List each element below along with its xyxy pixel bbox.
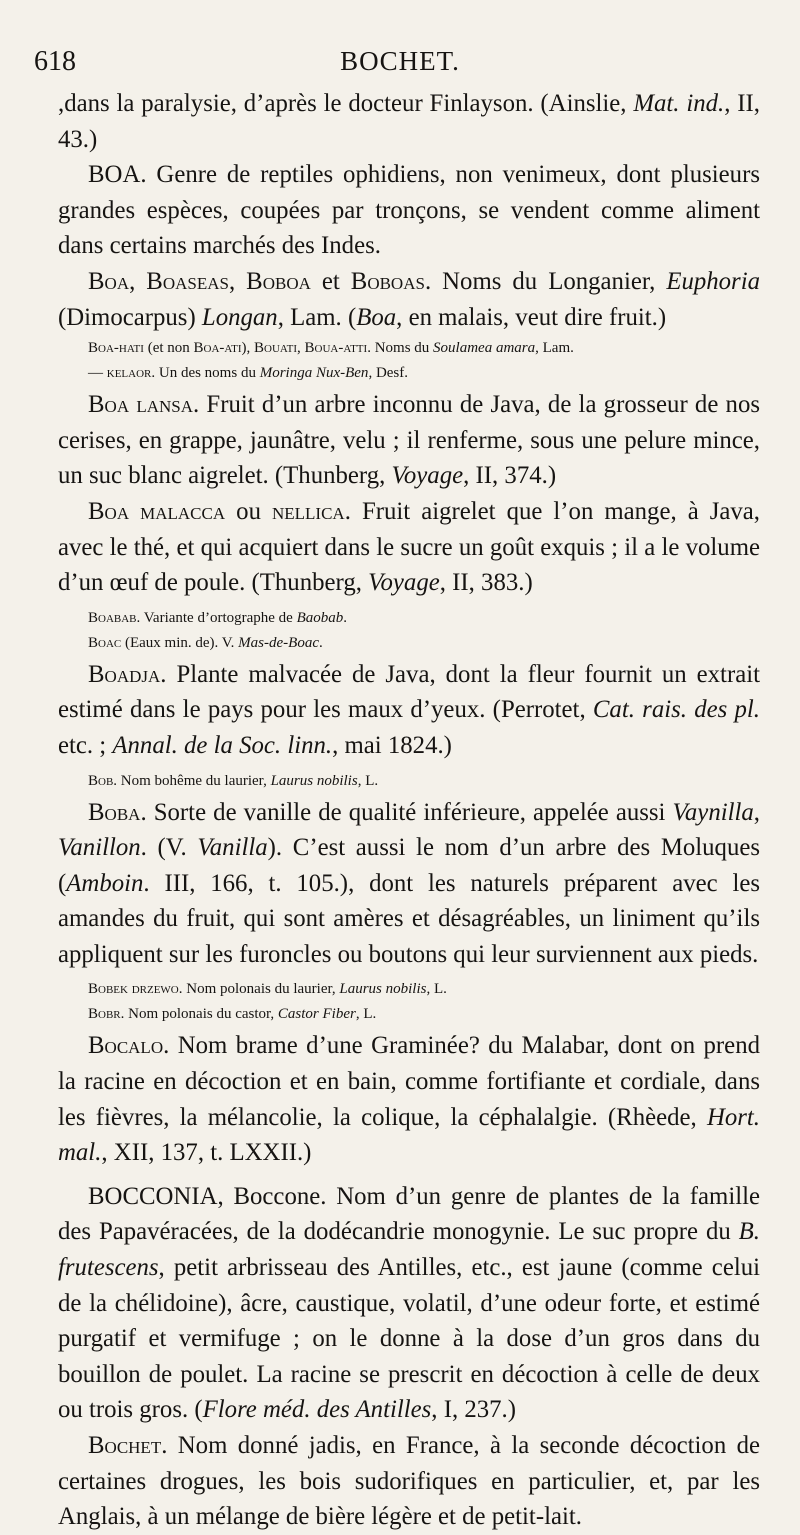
entry-boabab	[58, 607, 760, 630]
entry-bob	[58, 770, 760, 793]
entry-text: . Nom brame d’une Graminée? du Malabar, dont on prend la racine en décoction et en bain, comme fortifiante et cordiale, dans les fièvres, la mélancolie, la colique, la céphalalgie. (Rhèede,	[58, 1032, 760, 1131]
headword: Boa-ati	[193, 340, 242, 357]
italic-text: Vanilla	[197, 834, 268, 862]
entry-text: . Nom bohême du laurier,	[113, 772, 271, 789]
italic-text: Longan	[201, 303, 278, 331]
entry-text: .	[318, 634, 323, 651]
italic-text: Soulamea amara	[433, 340, 536, 357]
entry-boac	[58, 632, 760, 655]
entry-bochet	[58, 1428, 760, 1535]
italic-text: Annal. de la Soc. linn.	[112, 731, 333, 759]
dictionary-text	[58, 86, 760, 1535]
italic-text: Vaynilla	[672, 798, 754, 826]
entry-boa-malacca	[58, 494, 760, 601]
page-number: 618	[34, 46, 76, 77]
headword: Boua-atti	[304, 340, 368, 357]
entry-text: . (V.	[140, 834, 198, 862]
entry-text: et	[310, 267, 351, 295]
entry-text: . Noms du	[367, 340, 434, 357]
entry-text: , mai 1824.)	[332, 731, 452, 759]
entry-text: ). C’est aussi le nom d’un arbre des Moluques (	[58, 834, 761, 897]
headword: Bob	[88, 772, 114, 789]
entry-text: , en malais, veut dire fruit.)	[396, 303, 667, 331]
entry-bobek	[58, 978, 760, 1001]
entry-text: . Sorte de vanille de qualité inférieure, appelée aussi	[140, 798, 673, 826]
italic-text: B. frutescens	[58, 1218, 760, 1282]
headword: Bocalo	[88, 1032, 164, 1060]
entry-text: , II, 383.)	[439, 569, 533, 597]
entry-text: . Fruit d’un arbre inconnu de Java, de la grosseur de nos cerises, en grappe, jaunâtre, velu ; il renferme, sous une pelure mince, un suc blanc aigrelet. (Thunberg,	[58, 391, 761, 490]
italic-text: Mas-de-Boac	[238, 634, 319, 651]
entry-boadja	[58, 657, 760, 764]
entry-bobr	[58, 1003, 760, 1026]
entry-text: ,dans la paralysie, d’après le docteur Finlayson. (Ainslie,	[58, 90, 634, 117]
entry-boa	[58, 157, 760, 264]
entry-text: , L.	[355, 1006, 377, 1023]
headword: Boabab	[88, 609, 137, 626]
entry-text: . III, 166, t. 105.), dont les naturels préparent avec les amandes du fruit, qui sont amères et désagréables, un liniment qu’ils appliquent sur les furoncles ou boutons qui leur surviennent aux pieds.	[58, 869, 760, 968]
entry-text: —	[88, 365, 107, 382]
headword: Boac	[88, 634, 122, 651]
entry-text: . Variante d’ortographe de	[136, 609, 297, 626]
entry-text: (Dimocarpus)	[58, 303, 202, 331]
headword: Boboas	[350, 267, 425, 295]
entry-bocalo	[58, 1028, 760, 1170]
entry-text: , Desf.	[368, 365, 409, 382]
italic-text: Moringa Nux-Ben	[259, 365, 369, 382]
entry-text: , petit arbrisseau des Antilles, etc., est jaune (comme celui de la chélidoine), âcre, caustique, volatil, d’une odeur forte, et estimé purgatif et vermifuge ; on le donne à la dose d’un gros dans du bouillon de poulet. La racine se prescrit en décoction à celle de deux ou trois gros. (	[58, 1254, 760, 1424]
italic-text: Euphoria	[666, 267, 760, 295]
entry-text: . Un des noms du	[151, 365, 260, 382]
entry-text: , Lam.	[535, 340, 574, 357]
entry-text: . Noms du Longanier,	[424, 267, 667, 295]
italic-text: Laurus nobilis	[339, 981, 427, 998]
headword: Bobr	[88, 1006, 121, 1023]
headword: Bochet	[88, 1432, 162, 1459]
headword: Bobek drzewo	[88, 981, 179, 998]
headword: Boa, Boaseas, Boboa	[88, 267, 311, 295]
entry-text: . Nom polonais du laurier,	[178, 981, 340, 998]
entry-text: BOA. Genre de reptiles ophidiens, non venimeux, dont plusieurs grandes espèces, coupées par tronçons, se vendent comme aliment dans certains marchés des Indes.	[58, 161, 760, 260]
italic-text: Amboin	[66, 869, 144, 897]
headword: Boba	[88, 798, 141, 826]
entry-text: , XII, 137, t. LXXII.)	[101, 1139, 312, 1167]
entry-boa-lansa	[58, 387, 760, 494]
italic-text: Boa	[356, 303, 397, 331]
headword: kelaor	[106, 365, 152, 382]
entry-text: BOCCONIA, Boccone. Nom d’un genre de plantes de la famille des Papavéracées, de la dodécandrie monogynie. Le suc propre du	[58, 1182, 760, 1246]
italic-text: Mat. ind.	[633, 90, 725, 117]
entry-text: , II, 43.)	[58, 90, 760, 153]
entry-boa-boaseas	[58, 264, 760, 335]
entry-boba	[58, 795, 760, 973]
entry-text: , L.	[426, 981, 447, 998]
italic-text: Flore méd. des Antilles	[202, 1396, 432, 1424]
entry-paralysie	[58, 86, 760, 157]
page-header	[34, 46, 766, 86]
headword: Boadja	[88, 660, 161, 688]
italic-text: Baobab	[296, 609, 344, 626]
italic-text: Castor Fiber	[277, 1006, 356, 1023]
entry-text: , L.	[357, 772, 379, 789]
entry-text: . Plante malvacée de Java, dont la fleur fournit un extrait estimé dans le pays pour les maux d’yeux. (Perrotet,	[58, 660, 760, 724]
headword: Bouati	[254, 340, 298, 357]
italic-text: Cat. rais. des pl.	[592, 696, 760, 724]
italic-text: Laurus nobilis	[270, 772, 358, 789]
entry-text: ),	[241, 340, 255, 357]
entry-text: , Lam. (	[277, 303, 357, 331]
entry-text: (et non	[143, 340, 194, 357]
entry-text: . Nom donné jadis, en France, à la seconde décoction de certaines drogues, les bois sudorifiques en particulier, et, par les Anglais, à un mélange de bière légère et de petit-lait.	[58, 1432, 760, 1531]
entry-bocconia	[58, 1179, 760, 1428]
entry-text: ,	[753, 798, 760, 826]
entry-text: (Eaux min. de). V.	[121, 634, 239, 651]
entry-text: . Fruit aigrelet que l’on mange, à Java, avec le thé, et qui acquiert dans le sucre un goût exquis ; il a le volume d’un œuf de poule. (Thunberg,	[58, 497, 760, 597]
italic-text: Voyage	[368, 569, 440, 597]
headword: Boa-hati	[88, 340, 144, 357]
entry-text: . Nom polonais du castor,	[120, 1006, 278, 1023]
headword: Boa malacca	[88, 497, 226, 525]
entry-text: etc. ;	[58, 731, 113, 759]
entry-kelaor	[58, 362, 760, 385]
running-head: BOCHET.	[340, 46, 460, 76]
italic-text: Voyage	[391, 462, 464, 490]
entry-boa-hati	[58, 337, 760, 360]
italic-text: Vanillon	[58, 834, 141, 862]
entry-text: , I, 237.)	[431, 1396, 517, 1424]
entry-text: ou	[225, 497, 272, 525]
entry-text: , II, 374.)	[463, 462, 557, 490]
headword: Boa lansa	[88, 391, 193, 419]
entry-text: .	[343, 609, 348, 626]
headword: nellica	[272, 497, 345, 525]
entry-text: ,	[297, 340, 305, 357]
italic-text: Hort. mal.	[58, 1103, 760, 1167]
